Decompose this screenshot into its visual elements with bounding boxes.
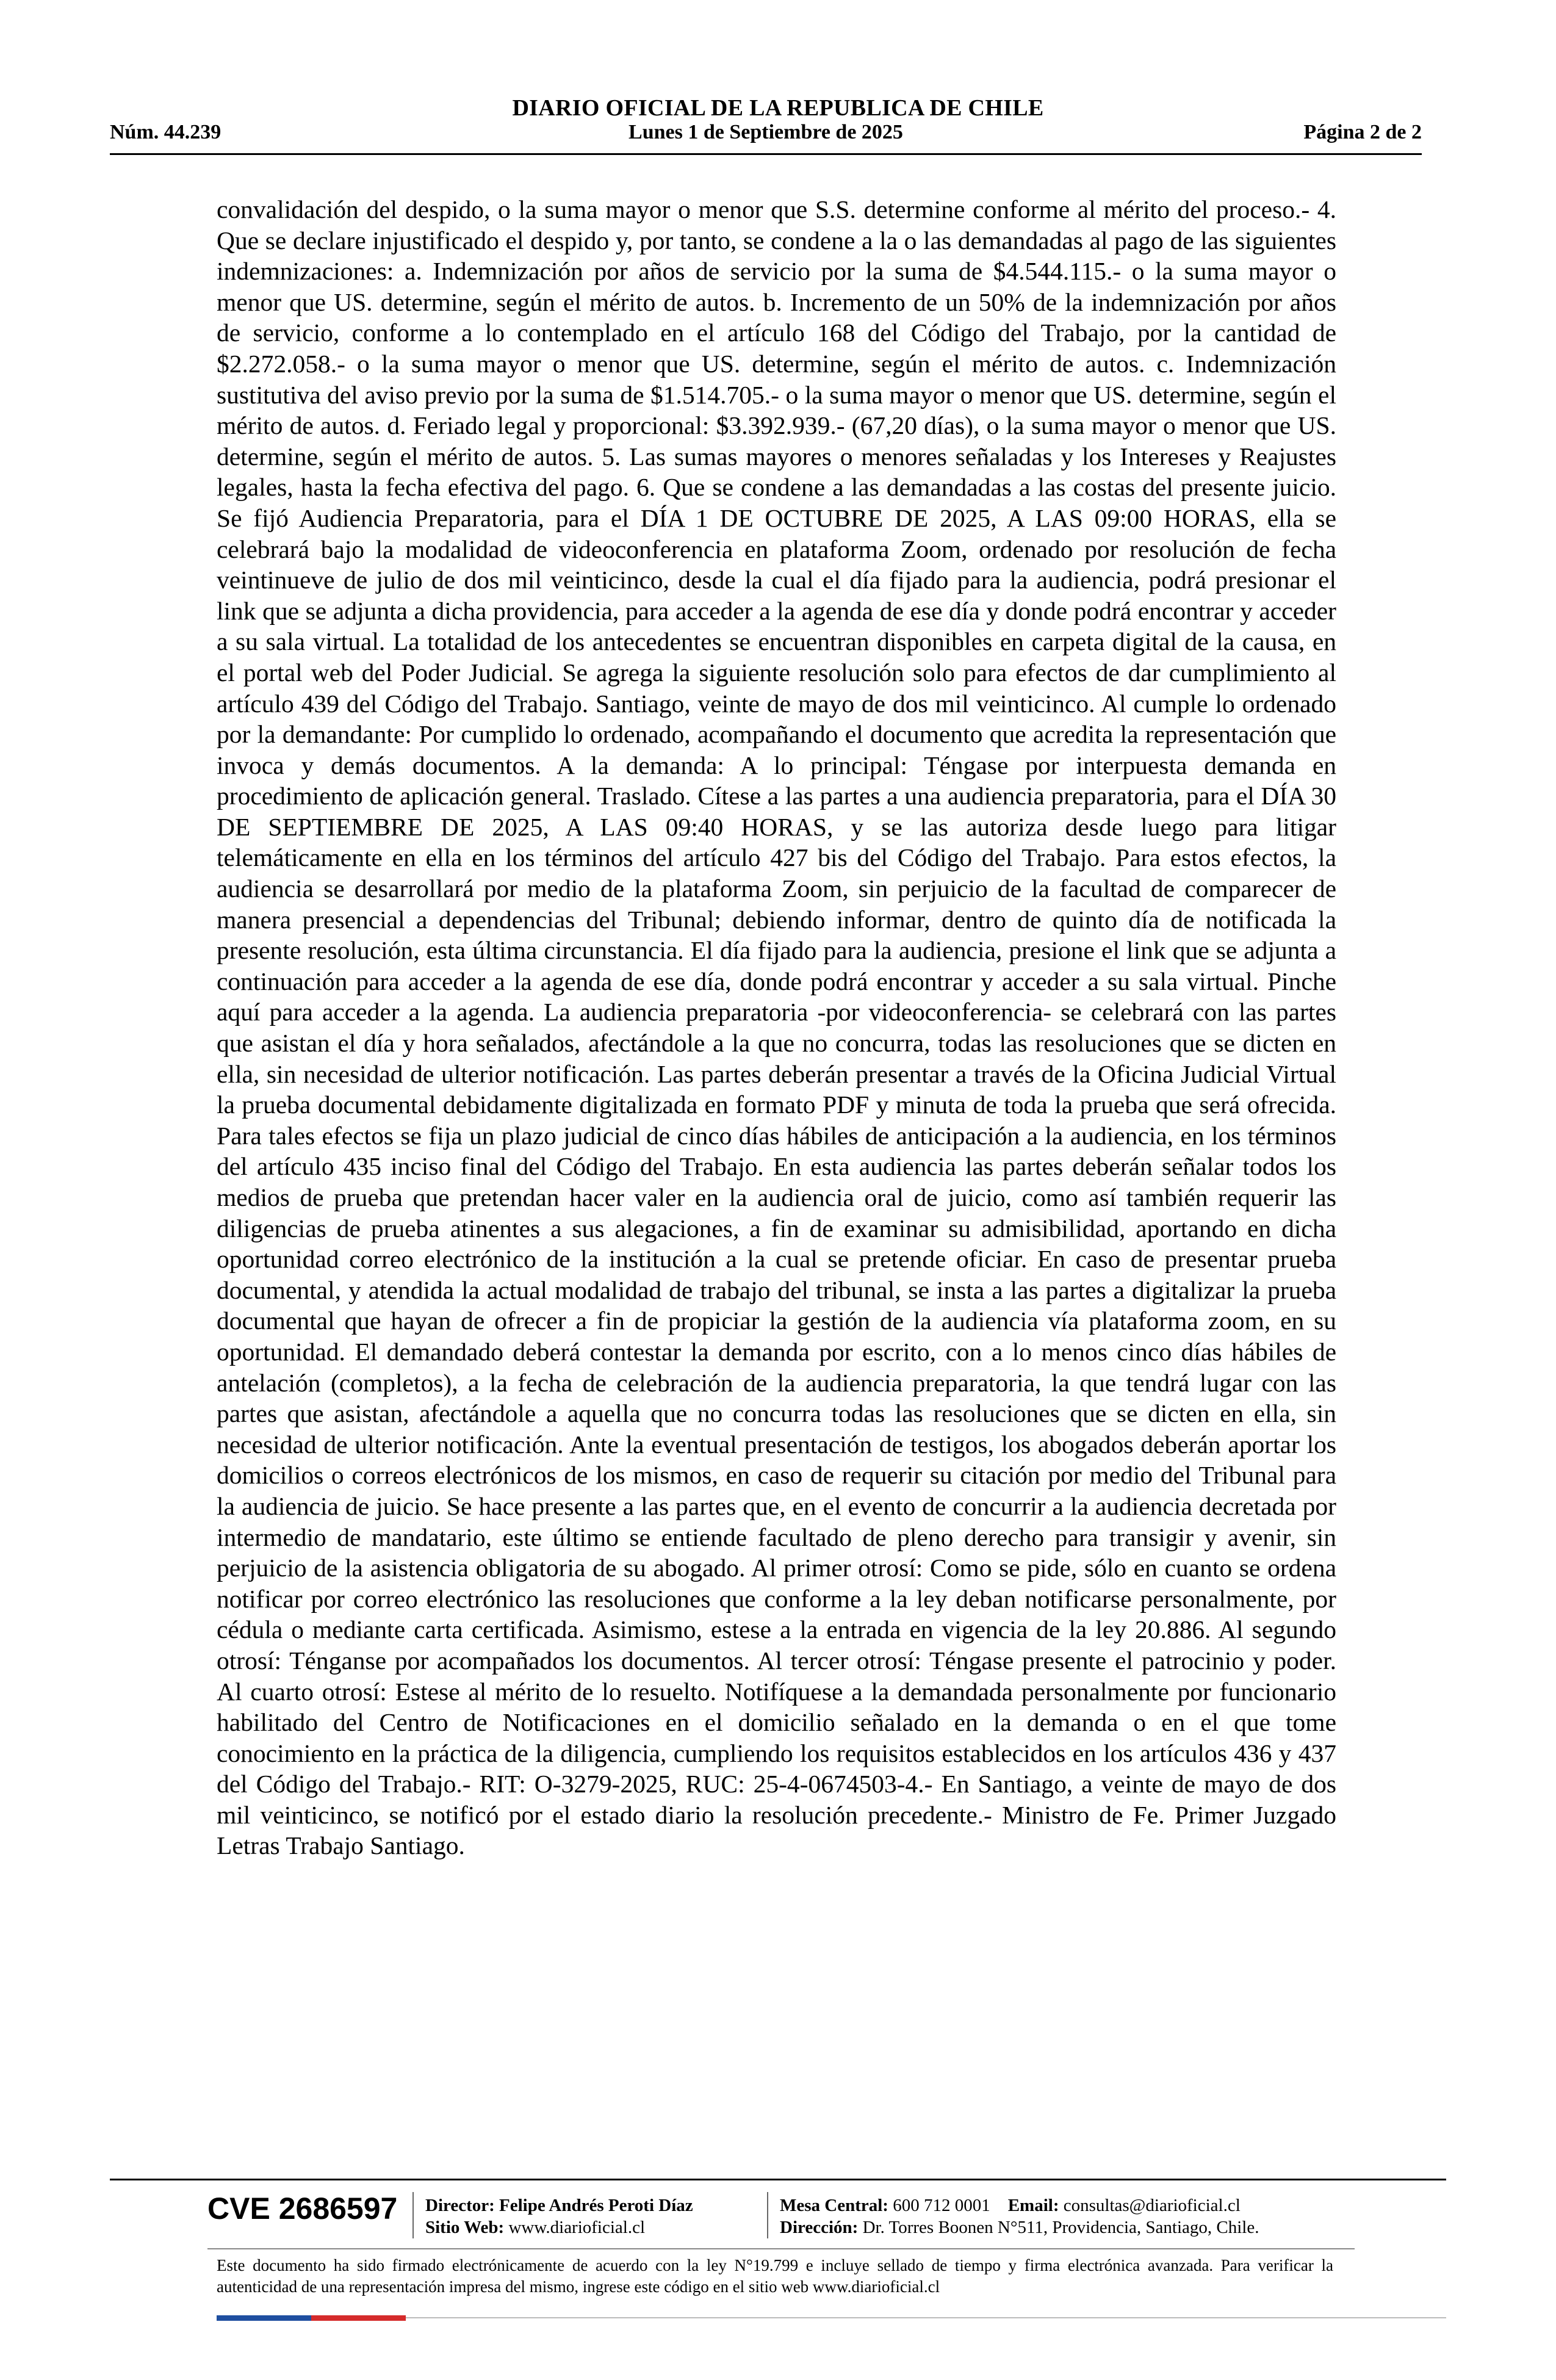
issue-date: Lunes 1 de Septiembre de 2025: [629, 121, 903, 143]
cve-code: CVE 2686597: [207, 2191, 398, 2226]
address-value: Dr. Torres Boonen N°511, Providencia, Santiago, Chile.: [862, 2218, 1259, 2237]
phone-number: 600 712 0001: [893, 2196, 990, 2215]
director-label: Director:: [425, 2196, 495, 2215]
issue-number: Núm. 44.239: [110, 121, 222, 143]
footer-contact-right: [780, 2194, 1259, 2238]
website-label: Sitio Web:: [425, 2218, 505, 2237]
footer-separator: [767, 2192, 768, 2238]
footer-divider: [110, 2179, 1446, 2180]
gazette-title: DIARIO OFICIAL DE LA REPUBLICA DE CHILE: [512, 95, 1044, 121]
flag-stripe-red: [311, 2315, 406, 2321]
footer-separator: [412, 2192, 414, 2238]
flag-stripe-blue: [217, 2315, 311, 2321]
footer-contact-left: [425, 2194, 693, 2238]
footer-inner-divider: [207, 2248, 1355, 2249]
header-divider: [110, 153, 1422, 155]
email-label: Email:: [1007, 2196, 1059, 2215]
phone-label: Mesa Central:: [780, 2196, 888, 2215]
document-body: convalidación del despido, o la suma mayor o menor que S.S. determine conforme al mérito del proceso.- 4. Que se declare injustificado el despido y, por tanto, se condene a la o las demandadas al pago de las siguientes indemnizaciones: a. Indemnización por años de servicio por la suma de $4.544.115.- o la suma mayor o menor que US. determine, según el mérito de autos. b. Incremento de un 50% de la indemnización por años de servicio, conforme a lo contemplado en el artículo 168 del Código del Trabajo, por la cantidad de $2.272.058.- o la suma mayor o menor que US. determine, según el mérito de autos. c. Indemnización sustitutiva del aviso previo por la suma de $1.514.705.- o la suma mayor o menor que US. determine, según el mérito de autos. d. Feriado legal y proporcional: $3.392.939.- (67,20 días), o la suma mayor o menor que US. determine, según el mérito de autos. 5. Las sumas mayores o menores señaladas y los Intereses y Reajustes legales, hasta la fecha efectiva del pago. 6. Que se condene a las demandadas a las costas del presente juicio. Se fijó Audiencia Preparatoria, para el DÍA 1 DE OCTUBRE DE 2025, A LAS 09:00 HORAS, ella se celebrará bajo la modalidad de videoconferencia en plataforma Zoom, ordenado por resolución de fecha veintinueve de julio de dos mil veinticinco, desde la cual el día fijado para la audiencia, podrá presionar el link que se adjunta a dicha providencia, para acceder a la agenda de ese día y donde podrá encontrar y acceder a su sala virtual. La totalidad de los antecedentes se encuentran disponibles en carpeta digital de la causa, en el portal web del Poder Judicial. Se agrega la siguiente resolución solo para efectos de dar cumplimiento al artículo 439 del Código del Trabajo. Santiago, veinte de mayo de dos mil veinticinco. Al cumple lo ordenado por la demandante: Por cumplido lo ordenado, acompañando el documento que acredita la representación que invoca y demás documentos. A la demanda: A lo principal: Téngase por interpuesta demanda en procedimiento de aplicación general. Traslado. Cítese a las partes a una audiencia preparatoria, para el DÍA 30 DE SEPTIEMBRE DE 2025, A LAS 09:40 HORAS, y se las autoriza desde luego para litigar telemáticamente en ella en los términos del artículo 427 bis del Código del Trabajo. Para estos efectos, la audiencia se desarrollará por medio de la plataforma Zoom, sin perjuicio de la facultad de comparecer de manera presencial a dependencias del Tribunal; debiendo informar, dentro de quinto día de notificada la presente resolución, esta última circunstancia. El día fijado para la audiencia, presione el link que se adjunta a continuación para acceder a la agenda de ese día, donde podrá encontrar y acceder a su sala virtual. Pinche aquí para acceder a la agenda. La audiencia preparatoria -por videoconferencia- se celebrará con las partes que asistan el día y hora señalados, afectándole a la que no concurra, todas las resoluciones que se dicten en ella, sin necesidad de ulterior notificación. Las partes deberán presentar a través de la Oficina Judicial Virtual la prueba documental debidamente digitalizada en formato PDF y minuta de toda la prueba que será ofrecida. Para tales efectos se fija un plazo judicial de cinco días hábiles de anticipación a la audiencia, en los términos del artículo 435 inciso final del Código del Trabajo. En esta audiencia las partes deberán señalar todos los medios de prueba que pretendan hacer valer en la audiencia oral de juicio, como así también requerir las diligencias de prueba atinentes a sus alegaciones, a fin de examinar su admisibilidad, aportando en dicha oportunidad correo electrónico de la institución a la cual se pretende oficiar. En caso de presentar prueba documental, y atendida la actual modalidad de trabajo del tribunal, se insta a las partes a digitalizar la prueba documental que hayan de ofrecer a fin de propiciar la gestión de la audiencia vía plataforma zoom, en su oportunidad. El demandado deberá contestar la demanda por escrito, con a lo menos cinco días hábiles de antelación (completos), a la fecha de celebración de la audiencia preparatoria, la que tendrá lugar con las partes que asistan, afectándole a aquella que no concurra todas las resoluciones que se dicten en ella, sin necesidad de ulterior notificación. Ante la eventual presentación de testigos, los abogados deberán aportar los domicilios o correos electrónicos de los mismos, en caso de requerir su citación por medio del Tribunal para la audiencia de juicio. Se hace presente a las partes que, en el evento de concurrir a la audiencia decretada por intermedio de mandatario, este último se entiende facultado de pleno derecho para transigir y avenir, sin perjuicio de la asistencia obligatoria de su abogado. Al primer otrosí: Como se pide, sólo en cuanto se ordena notificar por correo electrónico las resoluciones que conforme a la ley deban notificarse personalmente, por cédula o mediante carta certificada. Asimismo, estese a la entrada en vigencia de la ley 20.886. Al segundo otrosí: Ténganse por acompañados los documentos. Al tercer otrosí: Téngase presente el patrocinio y poder. Al cuarto otrosí: Estese al mérito de lo resuelto. Notifíquese a la demandada personalmente por funcionario habilitado del Centro de Notificaciones en el domicilio señalado en la demanda o en el que tome conocimiento en la práctica de la diligencia, cumpliendo los requisitos establecidos en los artículos 436 y 437 del Código del Trabajo.- RIT: O-3279-2025, RUC: 25-4-0674503-4.- En Santiago, a veinte de mayo de dos mil veinticinco, se notificó por el estado diario la resolución precedente.- Ministro de Fe. Primer Juzgado Letras Trabajo Santiago.: [217, 195, 1336, 1860]
website-link[interactable]: www.diarioficial.cl: [508, 2218, 646, 2237]
email-link[interactable]: consultas@diarioficial.cl: [1063, 2196, 1241, 2215]
legal-notice: Este documento ha sido firmado electrónicamente de acuerdo con la ley N°19.799 e incluye sellado de tiempo y firma electrónica avanzada. Para verificar la autenticidad de una representación impresa del mismo, ingrese este código en el sitio web www.diarioficial.cl: [217, 2256, 1333, 2296]
flag-stripe-line: [406, 2317, 1446, 2318]
director-name: Felipe Andrés Peroti Díaz: [499, 2196, 693, 2215]
page-indicator: Página 2 de 2: [1303, 121, 1422, 143]
address-label: Dirección:: [780, 2218, 859, 2237]
header-row: [110, 121, 1422, 150]
